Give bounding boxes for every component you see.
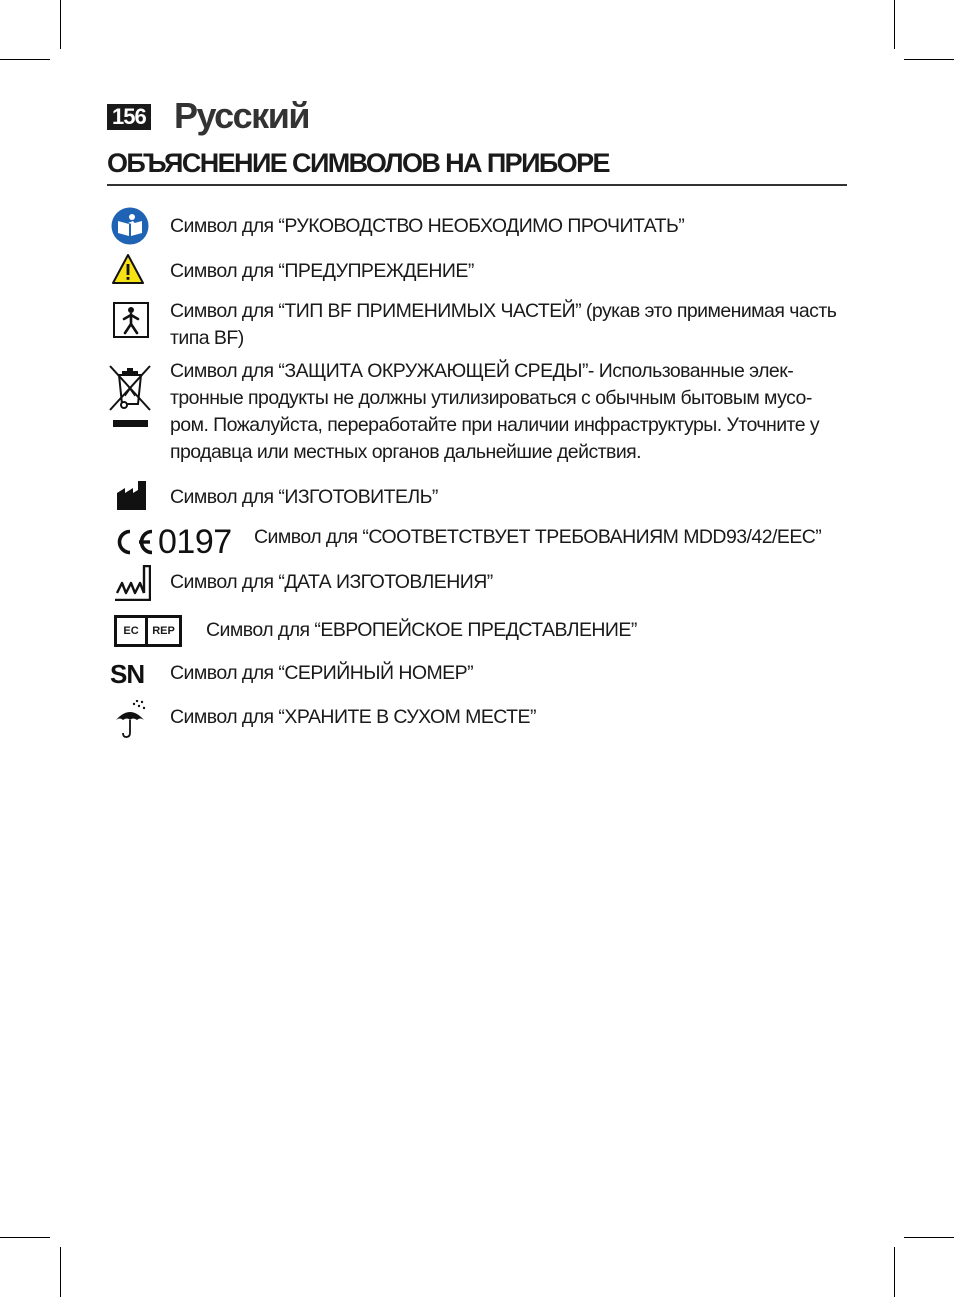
serial-number-icon: SN (110, 659, 145, 689)
symbol-description: Символ для “ДАТА ИЗГОТОВЛЕНИЯ” (170, 571, 493, 593)
ec-label: EC (117, 618, 148, 644)
symbol-description: Символ для “ТИП BF ПРИМЕНИМЫХ ЧАСТЕЙ” (рукав это применимая часть типа BF) (170, 300, 837, 349)
crop-mark (60, 1247, 61, 1297)
symbol-description: Символ для “ЗАЩИТА ОКРУЖАЮЩЕЙ СРЕДЫ”- Использованные элек- тронные продукты не должны утилизироваться с обычным бытовым мусо- ром. Пожалуйста, переработайте при наличии инфраструктуры. Уточните у продавца или местных органов дальнейшие действия. (170, 360, 820, 463)
symbol-description: Символ для “ПРЕДУПРЕЖДЕНИЕ” (170, 260, 474, 282)
crop-mark (894, 1247, 895, 1297)
warning-icon (111, 253, 145, 285)
language-title: Русский (174, 95, 309, 136)
ec-rep-icon (114, 615, 182, 647)
ce-mark-icon (110, 529, 154, 555)
crop-mark (0, 1237, 50, 1238)
manufacturer-icon (116, 479, 147, 510)
symbol-description: Символ для “ЕВРОПЕЙСКОЕ ПРЕДСТАВЛЕНИЕ” (206, 619, 637, 641)
crop-mark (894, 0, 895, 49)
symbol-description: Символ для “СООТВЕТСТВУЕТ ТРЕБОВАНИЯМ MDD93/42/EEC” (254, 526, 822, 548)
rep-label: REP (152, 625, 175, 637)
manual-icon (111, 207, 149, 245)
crop-mark (904, 1237, 954, 1238)
symbol-description: Символ для “РУКОВОДСТВО НЕОБХОДИМО ПРОЧИТАТЬ” (170, 215, 685, 237)
crop-mark (0, 59, 50, 60)
crop-mark (60, 0, 61, 49)
symbol-description: Символ для “СЕРИЙНЫЙ НОМЕР” (170, 662, 474, 684)
symbol-description: Символ для “ХРАНИТЕ В СУХОМ МЕСТЕ” (170, 706, 536, 728)
symbol-description: Символ для “ИЗГОТОВИТЕЛЬ” (170, 486, 438, 508)
header-rule (107, 184, 847, 186)
date-of-manufacture-icon (114, 565, 151, 601)
crop-mark (904, 59, 954, 60)
keep-dry-icon (112, 700, 148, 738)
weee-bin-icon (108, 362, 152, 430)
bf-applied-part-icon (113, 302, 149, 338)
page-number: 156 (107, 104, 151, 130)
ce-notified-body-number: 0197 (158, 523, 232, 561)
section-title: ОБЪЯСНЕНИЕ СИМВОЛОВ НА ПРИБОРЕ (107, 148, 609, 178)
